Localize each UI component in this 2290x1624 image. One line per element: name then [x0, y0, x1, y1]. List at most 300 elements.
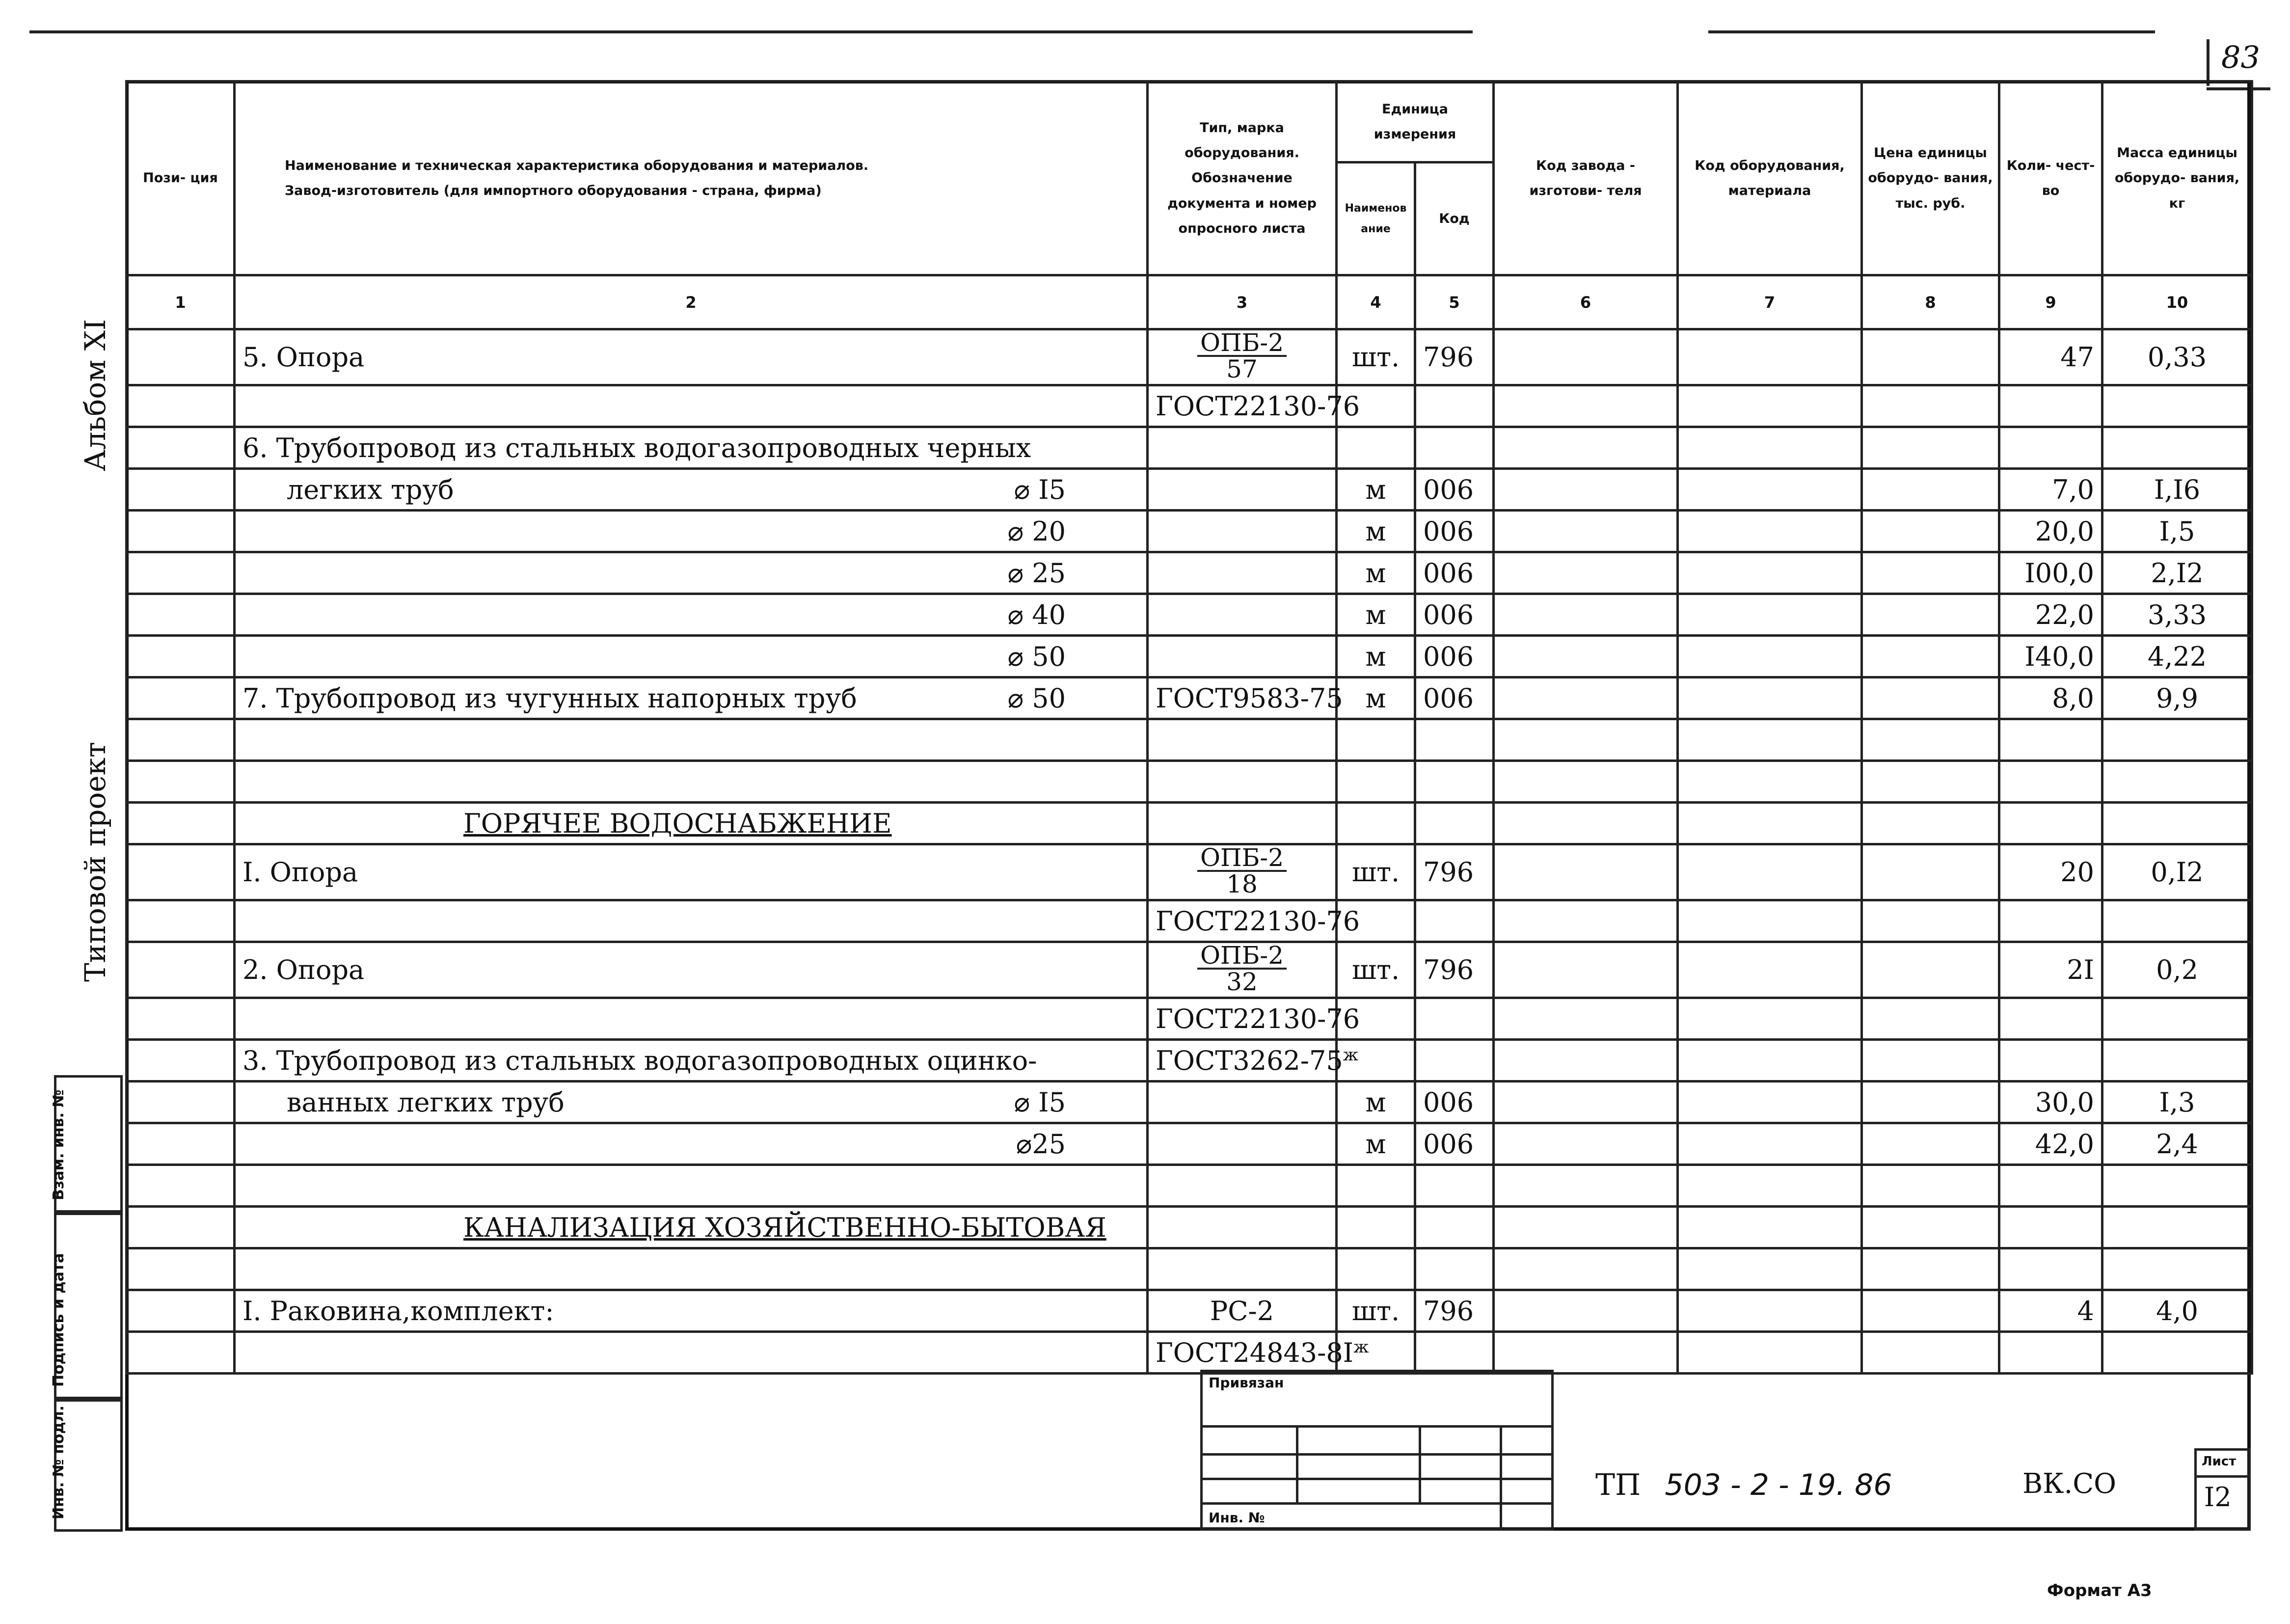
document-ref: ГОСТ9583-75 [1156, 682, 1343, 714]
left-strip-inv-podl [50, 1399, 123, 1532]
equipment-code-cell [1678, 900, 1862, 942]
empty-cell [1148, 803, 1337, 844]
item-diameter: ⌀ I5 [1014, 1086, 1066, 1118]
unit-name-cell [1337, 1165, 1415, 1207]
position-cell [127, 1207, 235, 1248]
unit-code-cell [1415, 385, 1494, 427]
mass-cell: 2,I2 [2102, 552, 2252, 594]
table-row [127, 1248, 2252, 1290]
factory-code-cell [1494, 1082, 1678, 1123]
header-unit: Единица измерения [1337, 81, 1494, 162]
unit-code-cell [1415, 719, 1494, 761]
item-name-cell [235, 552, 1148, 594]
equipment-code-cell [1678, 942, 1862, 998]
type-mark-cell [1148, 511, 1337, 552]
table-body [127, 275, 2252, 1374]
position-cell [127, 427, 235, 469]
mass-cell [2102, 1332, 2252, 1374]
position-cell [127, 844, 235, 900]
position-cell [127, 900, 235, 942]
quantity-cell: I00,0 [1999, 552, 2102, 594]
type-mark-cell [1148, 998, 1360, 1040]
price-cell [1862, 1290, 1999, 1332]
mark-denominator: 57 [1226, 355, 1258, 383]
specification-table [125, 80, 2253, 1375]
factory-code-cell [1494, 385, 1678, 427]
section-title-cell [235, 803, 1148, 844]
position-cell [127, 1123, 235, 1165]
side-project-label: Типовой проект [79, 742, 112, 982]
type-mark-cell [1148, 1082, 1337, 1123]
item-name-cell [235, 594, 1148, 636]
item-name: 7. Трубопровод из чугунных напорных труб [242, 682, 857, 714]
section-title: КАНАЛИЗАЦИЯ ХОЗЯЙСТВЕННО-БЫТОВАЯ [463, 1212, 1106, 1243]
header-equipment-code: Код оборудования, материала [1678, 81, 1862, 275]
mass-cell: 0,2 [2102, 942, 2252, 998]
col-number: 10 [2102, 275, 2252, 329]
table-header [127, 81, 2252, 275]
item-name-cell [235, 677, 1148, 719]
table-row [127, 1040, 2252, 1082]
type-mark-cell [1148, 1040, 1359, 1082]
item-name-cell [235, 1123, 1148, 1165]
item-diameter: ⌀ 50 [1007, 641, 1066, 672]
table-row [127, 942, 2252, 998]
document-ref-mark: ж [1353, 1337, 1369, 1357]
col-number: 6 [1494, 275, 1678, 329]
col-number: 5 [1415, 275, 1494, 329]
format-label: Формат А3 [2047, 1581, 2152, 1600]
item-name: легких труб [287, 474, 454, 505]
header-quantity: Коли- чест- во [1999, 81, 2102, 275]
equipment-code-cell [1678, 1248, 1862, 1290]
price-cell [1862, 1165, 1999, 1207]
quantity-cell: 7,0 [1999, 469, 2102, 511]
position-cell [127, 761, 235, 803]
quantity-cell: I40,0 [1999, 636, 2102, 677]
column-numbers-row [127, 275, 2252, 329]
factory-code-cell [1494, 594, 1678, 636]
price-cell [1862, 594, 1999, 636]
section-title: ГОРЯЧЕЕ ВОДОСНАБЖЕНИЕ [463, 808, 892, 839]
document-ref-mark: ж [1343, 1045, 1359, 1065]
empty-cell [1415, 803, 1494, 844]
quantity-cell: 30,0 [1999, 1082, 2102, 1123]
unit-code-cell [1415, 998, 1494, 1040]
table-row [127, 761, 2252, 803]
item-name-cell [235, 1290, 1148, 1332]
factory-code-cell [1494, 844, 1678, 900]
factory-code-cell [1494, 552, 1678, 594]
equipment-code-cell [1678, 594, 1862, 636]
header-name-line2: Завод-изготовитель (для импортного оборудования - страна, фирма) [285, 183, 822, 198]
factory-code-cell [1494, 1165, 1678, 1207]
header-name-line1: Наименование и техническая характеристика оборудования и материалов. [285, 158, 869, 173]
factory-code-cell [1494, 329, 1678, 385]
position-cell [127, 552, 235, 594]
section-row [127, 1207, 2252, 1248]
table-row [127, 427, 2252, 469]
unit-code-cell [1415, 761, 1494, 803]
quantity-cell [1999, 761, 2102, 803]
unit-name-cell: шт. [1337, 1290, 1415, 1332]
item-name-cell [235, 761, 1148, 803]
factory-code-cell [1494, 427, 1678, 469]
unit-name-cell: м [1337, 594, 1415, 636]
type-mark-cell [1148, 942, 1337, 998]
unit-code-cell [1415, 1165, 1494, 1207]
equipment-code-cell [1678, 844, 1862, 900]
unit-name-cell: м [1337, 469, 1415, 511]
left-strip-sign [50, 1213, 123, 1399]
type-mark-cell [1148, 1290, 1337, 1332]
unit-name-cell: м [1337, 1082, 1415, 1123]
mark-numerator: ОПБ-2 [1197, 845, 1287, 872]
table-row [127, 900, 2252, 942]
item-name-cell [235, 900, 1148, 942]
quantity-cell: 47 [1999, 329, 2102, 385]
quantity-cell [1999, 900, 2102, 942]
price-cell [1862, 469, 1999, 511]
quantity-cell [1999, 1248, 2102, 1290]
item-name-cell [235, 1165, 1148, 1207]
position-cell [127, 1290, 235, 1332]
unit-code-cell: 006 [1415, 594, 1494, 636]
stamp-inv-label: Инв. № [1209, 1510, 1265, 1526]
type-mark-cell [1148, 1123, 1337, 1165]
item-name-cell [235, 942, 1148, 998]
type-mark-cell [1148, 552, 1337, 594]
equipment-code-cell [1678, 1123, 1862, 1165]
item-name: ванных легких труб [287, 1086, 565, 1118]
doc-code-number: 503 - 2 - 19. 86 [1665, 1468, 1892, 1502]
item-diameter: ⌀ I5 [1014, 474, 1066, 505]
position-cell [127, 677, 235, 719]
position-cell [127, 1332, 235, 1374]
price-cell [1862, 998, 1999, 1040]
unit-code-cell: 006 [1415, 1123, 1494, 1165]
col-number: 3 [1148, 275, 1337, 329]
type-mark-cell [1148, 900, 1360, 942]
unit-name-cell: шт. [1337, 329, 1415, 385]
unit-name-cell: шт. [1337, 942, 1415, 998]
sheet-number-rule [2207, 39, 2209, 86]
unit-code-cell: 006 [1415, 677, 1494, 719]
mass-cell: 0,I2 [2102, 844, 2252, 900]
price-cell [1862, 1248, 1999, 1290]
header-mass: Масса единицы оборудо- вания, кг [2102, 81, 2252, 275]
item-name: I. Опора [242, 857, 358, 888]
unit-code-cell: 006 [1415, 552, 1494, 594]
price-cell [1862, 1123, 1999, 1165]
mass-cell [2102, 385, 2252, 427]
unit-code-cell [1415, 1040, 1494, 1082]
item-name-cell [235, 1248, 1148, 1290]
empty-cell [1999, 1207, 2102, 1248]
quantity-cell [1999, 385, 2102, 427]
mass-cell: 4,0 [2102, 1290, 2252, 1332]
strip-sign-label: Подпись и дата [50, 1253, 67, 1387]
document-ref: ГОСТ3262-75 [1156, 1045, 1343, 1076]
item-name-cell [235, 1040, 1148, 1082]
header-position: Пози- ция [127, 81, 235, 275]
quantity-cell [1999, 1040, 2102, 1082]
stamp-grid-line [1200, 1502, 1554, 1505]
mark-fraction [1197, 330, 1287, 381]
position-cell [127, 469, 235, 511]
type-mark-cell [1148, 469, 1337, 511]
header-factory-code: Код завода - изготови- теля [1494, 81, 1678, 275]
price-cell [1862, 511, 1999, 552]
position-cell [127, 1165, 235, 1207]
document-mark: ВК.СО [2022, 1468, 2117, 1500]
type-mark-cell [1148, 636, 1337, 677]
left-strip-inv-zam [50, 1075, 123, 1213]
table-row [127, 385, 2252, 427]
quantity-cell: 2I [1999, 942, 2102, 998]
col-number: 9 [1999, 275, 2102, 329]
equipment-code-cell [1678, 677, 1862, 719]
mark-numerator: ОПБ-2 [1197, 330, 1287, 357]
position-cell [127, 636, 235, 677]
document-ref: ГОСТ22130-76 [1156, 1003, 1360, 1034]
price-cell [1862, 1040, 1999, 1082]
table-row [127, 1082, 2252, 1123]
type-mark-cell [1148, 594, 1337, 636]
table-row [127, 1290, 2252, 1332]
quantity-cell: 20 [1999, 844, 2102, 900]
item-diameter: ⌀25 [1016, 1128, 1066, 1160]
item-name-cell [235, 385, 1148, 427]
table-row [127, 1332, 2252, 1374]
unit-name-cell: м [1337, 1123, 1415, 1165]
empty-cell [1678, 1207, 1862, 1248]
unit-code-cell: 796 [1415, 844, 1494, 900]
unit-code-cell: 006 [1415, 636, 1494, 677]
factory-code-cell [1494, 719, 1678, 761]
item-name-cell [235, 636, 1148, 677]
unit-code-cell [1415, 900, 1494, 942]
factory-code-cell [1494, 1332, 1678, 1374]
header-name [235, 81, 1148, 275]
position-cell [127, 511, 235, 552]
empty-cell [1494, 1207, 1678, 1248]
top-rule-right [1708, 30, 2155, 33]
col-number: 8 [1862, 275, 1999, 329]
strip-inv-podl-label: Инв. № подл. [50, 1405, 67, 1519]
quantity-cell: 4 [1999, 1290, 2102, 1332]
sheet-number: 83 [2221, 39, 2260, 75]
unit-code-cell [1415, 427, 1494, 469]
stamp-sheet-label: Лист [2202, 1454, 2236, 1469]
equipment-code-cell [1678, 511, 1862, 552]
item-diameter: ⌀ 50 [1007, 682, 1066, 714]
unit-code-cell: 006 [1415, 469, 1494, 511]
top-rule-left [29, 30, 1473, 33]
empty-cell [1148, 1207, 1337, 1248]
document-ref: ГОСТ22130-76 [1156, 390, 1360, 422]
side-album-label: Альбом XI [79, 319, 112, 471]
document-ref: ГОСТ22130-76 [1156, 905, 1360, 937]
price-cell [1862, 942, 1999, 998]
quantity-cell: 42,0 [1999, 1123, 2102, 1165]
table-row [127, 1165, 2252, 1207]
mass-cell [2102, 900, 2252, 942]
quantity-cell [1999, 1332, 2102, 1374]
mass-cell [2102, 427, 2252, 469]
stamp-sheet-value: I2 [2204, 1482, 2232, 1513]
type-mark-cell [1148, 427, 1337, 469]
table-row [127, 998, 2252, 1040]
header-price: Цена единицы оборудо- вания, тыс. руб. [1862, 81, 1999, 275]
empty-cell [1678, 803, 1862, 844]
unit-code-cell: 006 [1415, 511, 1494, 552]
position-cell [127, 1082, 235, 1123]
unit-code-cell [1415, 1248, 1494, 1290]
position-cell [127, 329, 235, 385]
factory-code-cell [1494, 900, 1678, 942]
mass-cell: I,3 [2102, 1082, 2252, 1123]
table-row [127, 677, 2252, 719]
section-row [127, 803, 2252, 844]
empty-cell [1337, 1207, 1415, 1248]
quantity-cell [1999, 1165, 2102, 1207]
equipment-code-cell [1678, 1082, 1862, 1123]
unit-code-cell: 006 [1415, 1082, 1494, 1123]
equipment-code-cell [1678, 469, 1862, 511]
item-diameter: ⌀ 25 [1007, 557, 1066, 589]
empty-cell [2102, 803, 2252, 844]
item-name-cell [235, 1332, 1148, 1374]
equipment-code-cell [1678, 1332, 1862, 1374]
item-name: 3. Трубопровод из стальных водогазопроводных оцинко- [242, 1045, 1037, 1076]
unit-name-cell: шт. [1337, 844, 1415, 900]
unit-name-cell: м [1337, 636, 1415, 677]
table-row [127, 511, 2252, 552]
factory-code-cell [1494, 761, 1678, 803]
stamp-grid-line [1200, 1478, 1554, 1480]
price-cell [1862, 385, 1999, 427]
position-cell [127, 385, 235, 427]
mark-denominator: 32 [1226, 968, 1258, 996]
price-cell [1862, 427, 1999, 469]
table-row [127, 844, 2252, 900]
position-cell [127, 1248, 235, 1290]
quantity-cell: 8,0 [1999, 677, 2102, 719]
item-name: I. Раковина,комплект: [242, 1295, 554, 1326]
mark-fraction [1197, 943, 1287, 994]
type-mark-cell [1148, 719, 1337, 761]
empty-cell [1494, 803, 1678, 844]
position-cell [127, 719, 235, 761]
mass-cell: I,I6 [2102, 469, 2252, 511]
equipment-code-cell [1678, 1165, 1862, 1207]
unit-name-cell: м [1337, 511, 1415, 552]
item-name: 2. Опора [242, 954, 365, 985]
unit-name-cell [1337, 427, 1415, 469]
type-mark-cell [1148, 844, 1337, 900]
price-cell [1862, 761, 1999, 803]
type-mark-cell [1148, 761, 1337, 803]
factory-code-cell [1494, 511, 1678, 552]
unit-name-cell [1337, 761, 1415, 803]
mark-numerator: ОПБ-2 [1197, 943, 1287, 970]
table-row [127, 594, 2252, 636]
table-row [127, 469, 2252, 511]
header-unit-name: Наименование [1337, 162, 1415, 275]
price-cell [1862, 900, 1999, 942]
item-name-cell [235, 511, 1148, 552]
quantity-cell [1999, 427, 2102, 469]
mass-cell: 0,33 [2102, 329, 2252, 385]
price-cell [1862, 329, 1999, 385]
mass-cell [2102, 719, 2252, 761]
unit-code-cell: 796 [1415, 942, 1494, 998]
item-name-cell [235, 329, 1148, 385]
item-name-cell [235, 844, 1148, 900]
price-cell [1862, 636, 1999, 677]
factory-code-cell [1494, 1123, 1678, 1165]
equipment-code-cell [1678, 385, 1862, 427]
item-name-cell [235, 719, 1148, 761]
price-cell [1862, 844, 1999, 900]
col-number: 1 [127, 275, 235, 329]
quantity-cell: 20,0 [1999, 511, 2102, 552]
empty-cell [1862, 803, 1999, 844]
factory-code-cell [1494, 998, 1678, 1040]
document-ref: РС-2 [1210, 1295, 1274, 1326]
empty-cell [1999, 803, 2102, 844]
type-mark-cell [1148, 385, 1360, 427]
item-name-cell [235, 427, 1148, 469]
mass-cell: 2,4 [2102, 1123, 2252, 1165]
item-name: 6. Трубопровод из стальных водогазопроводных черных [242, 432, 1031, 463]
mass-cell: I,5 [2102, 511, 2252, 552]
header-type-mark: Тип, марка оборудования. Обозначение документа и номер опросного листа [1148, 81, 1337, 275]
empty-cell [1415, 1207, 1494, 1248]
equipment-code-cell [1678, 552, 1862, 594]
equipment-code-cell [1678, 636, 1862, 677]
mass-cell [2102, 1040, 2252, 1082]
header-unit-code: Код [1415, 162, 1494, 275]
position-cell [127, 594, 235, 636]
section-title-cell [235, 1207, 1148, 1248]
table-row [127, 552, 2252, 594]
stamp-privyazan-label: Привязан [1209, 1375, 1284, 1391]
position-cell [127, 1040, 235, 1082]
equipment-code-cell [1678, 719, 1862, 761]
table-row [127, 719, 2252, 761]
unit-name-cell [1337, 1248, 1415, 1290]
mass-cell [2102, 1248, 2252, 1290]
stamp-grid-line [1200, 1453, 1554, 1456]
factory-code-cell [1494, 1040, 1678, 1082]
item-name-cell [235, 1082, 1148, 1123]
price-cell [1862, 1082, 1999, 1123]
stamp-grid-line [1296, 1425, 1298, 1504]
unit-name-cell: м [1337, 552, 1415, 594]
document-code [1595, 1468, 1892, 1502]
mass-cell: 9,9 [2102, 677, 2252, 719]
type-mark-cell [1148, 1165, 1337, 1207]
type-mark-cell [1148, 1332, 1369, 1374]
mark-denominator: 18 [1226, 870, 1258, 898]
doc-code-prefix: ТП [1595, 1468, 1641, 1502]
factory-code-cell [1494, 677, 1678, 719]
equipment-code-cell [1678, 427, 1862, 469]
mass-cell [2102, 998, 2252, 1040]
factory-code-cell [1494, 942, 1678, 998]
